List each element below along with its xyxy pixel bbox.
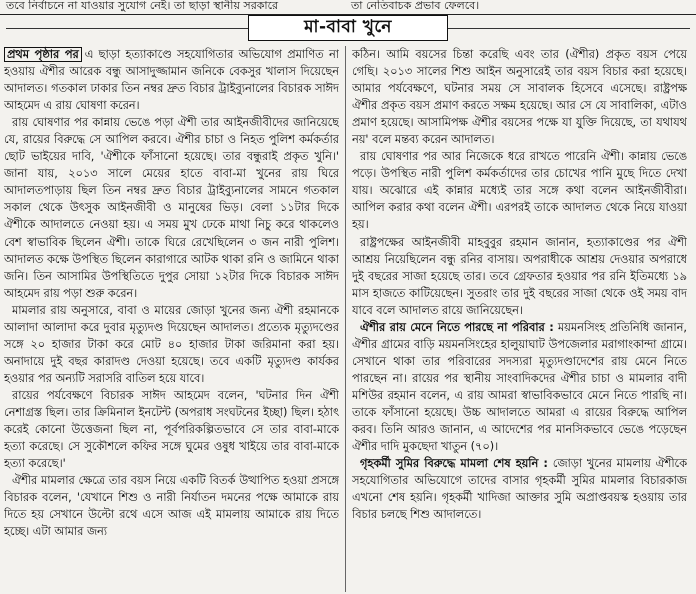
paragraph: মামলার রায় অনুসারে, বাবা ও মায়ের জোড়া খুনের জন্য ঐশী রহমানকে আলাদা আলাদা করে দুবার মৃত্যুদণ্ড দিয়েছেন আদালত। প্রত্যেক মৃত্যুদণ্ডের সঙ্গে ২০ হাজার টাকা করে মোট ৪০ হাজার টাকা জরিমানা করা হয়। অনাদায়ে দুই বছর কারাদণ্ড দেওয়া হয়েছে। তবে একটি মৃত্যুদণ্ড কার্যকর হওয়ার পর অন্যটি সরাসরি বাতিল হয়ে যাবে। (4, 303, 339, 385)
previous-article-text-right: তা নেতিবাচক প্রভাব ফেলবে। (351, 0, 480, 12)
headline-rule-right (448, 28, 690, 29)
paragraph: রাষ্ট্রপক্ষের আইনজীবী মাহবুবুর রহমান জানান, হত্যাকাণ্ডের পর ঐশী আশ্রয় নিয়েছিলেন বন্ধু রনির বাসায়। অপরাধীকে আশ্রয় দেওয়ার অপরাধে দুই বছরের সাজা হয়েছে তার। তবে গ্রেফতার হওয়ার পর রনি ইতিমধ্যে ১৯ মাস হাজতে কাটিয়েছেন। সুতরাং তার দুই বছরের সাজা থেকে ওই সময় বাদ যাবে বলে আদালত রায়ে জানিয়েছেন। (352, 235, 687, 317)
paragraph: ঐশীর মামলার ক্ষেত্রে তার বয়স নিয়ে একটি বিতর্ক উত্থাপিত হওয়া প্রসঙ্গে বিচারক বলেন, 'যেখানে শিশু ও নারী নির্যাতন দমনের পক্ষে আমাকে রায় দিতে হয় সেখানে উল্টো রথে এসে আজ এই মামলায় আমাকে রায় দিতে হচ্ছে। এটা আমার জন্য (4, 474, 339, 539)
continuation-tag: প্রথম পৃষ্ঠার পর (4, 47, 82, 62)
paragraph: রায় ঘোষণার পর কান্নায় ভেঙে পড়া ঐশী তার আইনজীবীদের জানিয়েছে যে, রায়ের বিরুদ্ধে সে আপিল করবে। ঐশীর চাচা ও নিহত পুলিশ কর্মকর্তার ছোট ভাইয়ের দাবি, 'ঐশীকে ফাঁসানো হয়েছে। তার বন্ধুরাই প্রকৃত খুনি।' জানা যায়, ২০১৩ সালে মেয়ের হাতে বাবা-মা খুনের রায় ঘিরে আদালতপাড়ায় ছিল তিন নম্বর দ্রুত বিচার ট্রাইব্যুনালের সামনে গতকাল সকাল থেকে উৎসুক আইনজীবী ও মানুষের ভিড়। বেলা ১১টার দিকে ঐশীকে আদালতে নেওয়া হয়। এ সময় মুখ ঢেকে মাথা নিচু করে থাকলেও বেশ স্বাভাবিক ছিলেন ঐশী। তাকে ঘিরে রেখেছিলেন ৩ জন নারী পুলিশ। আদালত কক্ষে উপস্থিত ছিলেন কারাগারে আটক থাকা রনি ও জামিনে থাকা জনি। তিন আসামির উপস্থিতিতে দুপুর সোয়া ১২টার দিকে বিচারক সাঈদ আহমেদ রায় পড়া শুরু করেন। (4, 116, 339, 300)
subhead-text: জোড়া খুনের মামলায় ঐশীকে সহযোগিতার অভিযোগে তাদের বাসার গৃহকর্মী সুমির মামলার বিচারকাজ এখনো শেষ হয়নি। গৃহকর্মী খাদিজা আক্তার সুমি অপ্রাপ্তবয়স্ক হওয়ায় তার বিচার চলছে শিশু আদালতে। (352, 457, 687, 522)
subhead-text: ময়মনসিংহ প্রতিনিধি জানান, ঐশীর গ্রামের বাড়ি ময়মনসিংহের হালুয়াঘাট উপজেলার মরাগাংকান্দা গ্রামে। সেখানে থাকা তার পরিবারের সদস্যরা মৃত্যুদণ্ডাদেশের রায় মেনে নিতে পারছেন না। রায়ের পর স্থানীয় সাংবাদিকদের ঐশীর চাচা ও মামলার বাদী মশিউর রহমান বলেন, এ রায় আমরা স্বাভাবিকভাবে মেনে নিতে পারছি না। তাকে ফাঁসানো হয়েছে। উচ্চ আদালতে আমরা এ রায়ের বিরুদ্ধে আপিল করব। তিনি আরও জানান, এ আদেশের পর মানসিকভাবে ভেঙে পড়েছেন ঐশীর দাদি মুকছেদা খাতুন (৭০)। (352, 320, 687, 454)
paragraph: রায় ঘোষণার পর আর নিজেকে ধরে রাখতে পারেনি ঐশী। কান্নায় ভেঙে পড়ে। উপস্থিত নারী পুলিশ কর্মকর্তাদের তার চোখের পানি মুছে দিতে দেখা যায়। অঝোরে এই কান্নার মধ্যেই তার সঙ্গে কথা বলেন আইনজীবীরা। আপিল করার কথা বলেন ঐশী। এরপরই তাকে আদালত থেকে নিয়ে যাওয়া হয়। (352, 150, 687, 232)
subhead-paragraph (352, 319, 687, 455)
subhead-paragraph (352, 455, 687, 523)
previous-article-strip (0, 0, 696, 14)
article-right-column (352, 46, 687, 592)
paragraph-text: এ ছাড়া হত্যাকাণ্ডে সহযোগিতার অভিযোগ প্রমাণিত না হওয়ায় ঐশীর আরেক বন্ধু আসাদুজ্জামান জনিকে বেকসুর খালাস দিয়েছেন আদালত। গতকাল ঢাকার তিন নম্বর দ্রুত বিচার ট্রাইব্যুনালের বিচারক সাঈদ আহমেদ এ রায় ঘোষণা করেন। (4, 48, 339, 113)
column-divider (345, 46, 346, 592)
subhead-sumi-case: গৃহকর্মী সুমির বিরুদ্ধে মামলা শেষ হয়নি : (360, 457, 548, 471)
headline-rule-left (6, 28, 248, 29)
subhead-family-reaction: ঐশীর রায় মেনে নিতে পারছে না পরিবার : (360, 320, 554, 334)
paragraph (4, 46, 339, 114)
paragraph: কঠিন। আমি বয়সের চিন্তা করেছি এবং তার (ঐশীর) প্রকৃত বয়স পেয়ে গেছি। ২০১৩ সালের শিশু আইন অনুসারেই তার বয়স বিচার করা হয়েছে। আমার পর্যবেক্ষণে, ঘটনার সময় সে সাবালক হিসেবে এসেছে। রাষ্ট্রপক্ষ ঐশীর প্রকৃত বয়স প্রমাণ করতে সক্ষম হয়েছে। আর সে যে সাবালিকা, এটাও প্রমাণ হয়েছে। আসামিপক্ষ ঐশীর বয়সের পক্ষে যা যুক্তি দিয়েছে, তা যথাযথ নয়' বলে মন্তব্য করেন আদালত। (352, 48, 687, 147)
previous-article-text-left: তবে নির্বাচনে না যাওয়ার সুযোগ নেই। তা ছাড়া স্থানীয় সরকারে (6, 0, 279, 12)
paragraph: রায়ের পর্যবেক্ষণে বিচারক সাঈদ আহমেদ বলেন, 'ঘটনার দিন ঐশী নেশাগ্রস্ত ছিল। তার ক্রিমিনাল ইনটেন্ট (অপরাধ সংঘটনের ইচ্ছা) ছিল। হঠাৎ করেই কোনো উত্তেজনা ছিল না, পূর্বপরিকল্পিতভাবে সে তার বাবা-মাকে হত্যা করেছে। সে সুকৌশলে কফির সঙ্গে ঘুমের ওষুধ খাইয়ে তার বাবা-মাকে হত্যা করেছে।' (4, 388, 339, 471)
article-left-column (4, 46, 339, 592)
headline-text: মা-বাবা খুনে (304, 17, 392, 37)
headline (248, 15, 448, 41)
